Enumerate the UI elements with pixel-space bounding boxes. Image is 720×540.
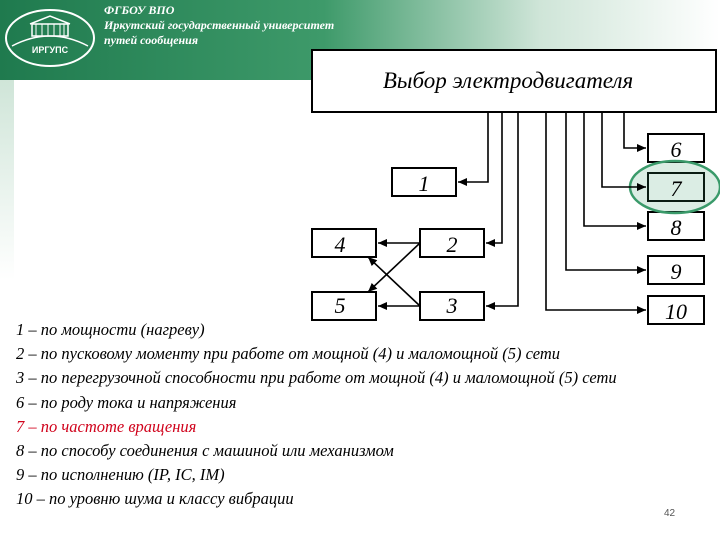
org-line-2: Иркутский государственный университет	[104, 18, 335, 32]
box-4-label: 4	[334, 232, 346, 257]
legend-item-9: 9 – по исполнению (IP, IC, IM)	[16, 465, 225, 485]
page-number: 42	[664, 508, 676, 519]
box-5-label: 5	[334, 293, 346, 318]
connector-8	[584, 112, 646, 226]
box-9-label: 9	[670, 259, 682, 284]
box-10-label: 10	[665, 299, 687, 324]
box-7-label: 7	[670, 176, 682, 201]
legend-list	[16, 318, 706, 512]
main-box-label: Выбор электродвигателя	[382, 68, 634, 93]
connector-1	[458, 112, 488, 182]
logo-text: ИРГУПС	[31, 45, 69, 55]
legend-item-7: 7 – по частоте вращения	[16, 416, 197, 436]
box-2-label: 2	[446, 232, 458, 257]
box-3-label: 3	[446, 293, 458, 318]
legend-item-1: 1 – по мощности (нагреву)	[16, 320, 205, 339]
org-line-1: ФГБОУ ВПО	[104, 3, 175, 17]
legend-item-3: 3 – по перегрузочной способности при работе от мощной (4) и маломощной (5) сети	[16, 368, 617, 388]
legend-item-2: 2 – по пусковому моменту при работе от мощной (4) и маломощной (5) сети	[16, 344, 561, 364]
box-8-label: 8	[670, 215, 682, 240]
legend-item-6: 6 – по роду тока и напряжения	[16, 392, 237, 412]
box-1-label: 1	[418, 171, 430, 196]
connector-10	[546, 112, 646, 310]
legend-item-8: 8 – по способу соединения с машиной или механизмом	[16, 441, 394, 461]
legend-item-10: 10 – по уровню шума и классу вибрации	[16, 489, 294, 509]
box-6-label: 6	[670, 137, 682, 162]
connector-6	[624, 112, 646, 148]
org-line-3: путей сообщения	[104, 33, 199, 47]
